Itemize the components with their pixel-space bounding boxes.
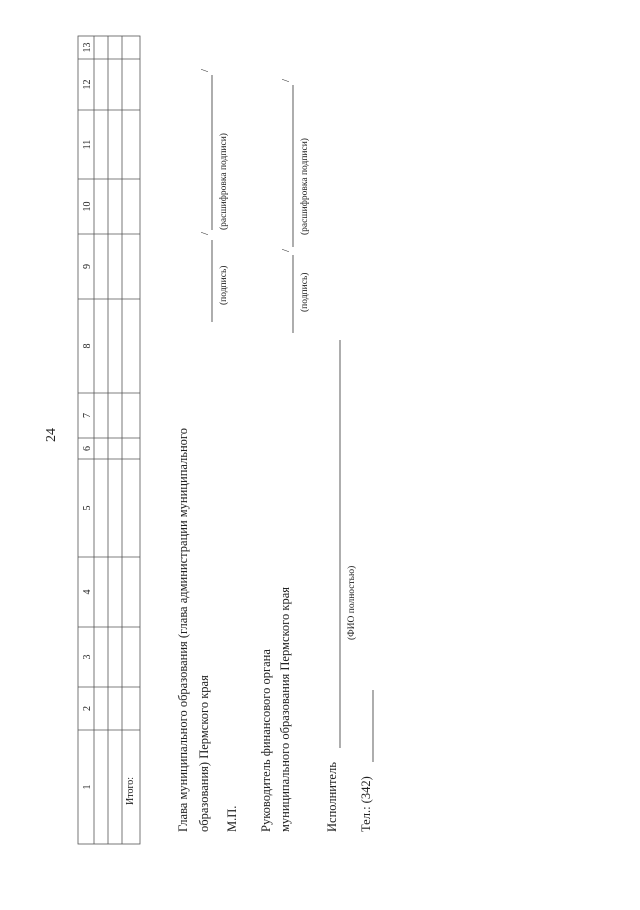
page-number: 24 bbox=[44, 428, 59, 442]
executor-caption: (ФИО полностью) bbox=[347, 565, 357, 640]
table-border bbox=[78, 36, 140, 844]
column-number-10: 10 bbox=[82, 201, 93, 212]
column-number-8: 8 bbox=[82, 343, 93, 349]
column-number-9: 9 bbox=[82, 264, 93, 269]
column-number-12: 12 bbox=[82, 79, 93, 90]
finance-title-line2: муниципального образования Пермского края bbox=[278, 587, 292, 832]
head-title-line2: образования) Пермского края bbox=[197, 675, 211, 832]
column-number-6: 6 bbox=[82, 446, 93, 451]
column-number-3: 3 bbox=[82, 654, 93, 660]
finance-slash-1: / bbox=[280, 248, 292, 252]
head-decode-caption: (расшифровка подписи) bbox=[219, 133, 229, 230]
finance-signature-caption: (подпись) bbox=[300, 272, 310, 312]
head-signature-caption: (подпись) bbox=[219, 265, 229, 305]
phone-label: Тел.: (342) bbox=[359, 776, 373, 832]
stamp-label: М.П. bbox=[225, 805, 239, 832]
report-table bbox=[78, 36, 140, 844]
finance-title-line1: Руководитель финансового органа bbox=[259, 649, 273, 832]
column-number-4: 4 bbox=[82, 589, 93, 595]
finance-decode-caption: (расшифровка подписи) bbox=[300, 138, 310, 235]
head-slash-1: / bbox=[199, 231, 211, 235]
head-title-line1: Глава муниципального образования (глава администрации муниципального bbox=[176, 428, 190, 832]
column-number-2: 2 bbox=[82, 706, 93, 711]
head-slash-2: / bbox=[199, 68, 211, 72]
column-number-5: 5 bbox=[82, 505, 93, 511]
total-label: Итого: bbox=[125, 776, 136, 805]
table-column-numbers bbox=[82, 43, 93, 790]
table-column-dividers bbox=[78, 59, 140, 730]
executor-label: Исполнитель bbox=[325, 762, 339, 832]
finance-slash-2: / bbox=[280, 78, 292, 82]
column-number-11: 11 bbox=[82, 139, 93, 150]
column-number-1: 1 bbox=[82, 784, 93, 790]
column-number-7: 7 bbox=[82, 413, 93, 418]
column-number-13: 13 bbox=[82, 42, 93, 53]
